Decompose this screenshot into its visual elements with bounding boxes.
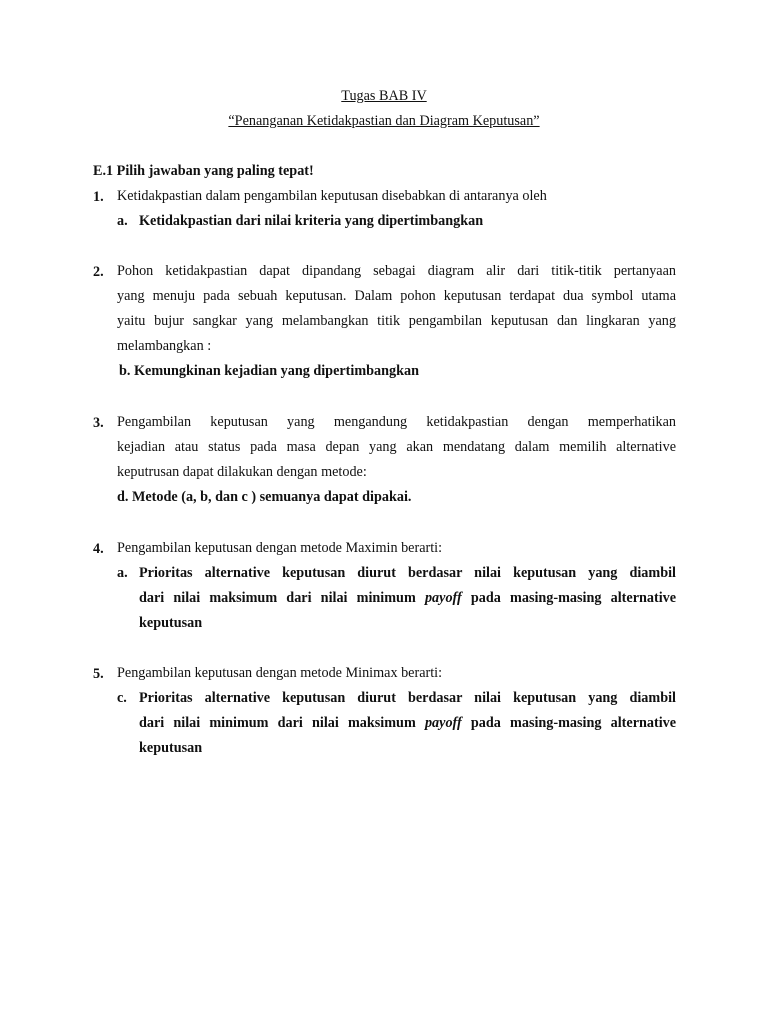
question-line: Pohon ketidakpastian dapat dipandang sebagai diagram alir dari titik-titik pertanyaan — [117, 263, 676, 279]
question-text — [117, 536, 676, 561]
question-number: 1. — [93, 189, 104, 205]
question-text — [117, 661, 676, 686]
question-text — [117, 259, 676, 359]
question-line: Pengambilan keputusan dengan metode Maximin berarti: — [117, 540, 443, 556]
document-subtitle: “Penanganan Ketidakpastian dan Diagram Keputusan” — [228, 113, 540, 129]
answer-line-part: pada masing-masing alternative — [470, 715, 677, 731]
answer-line-emphasis: payoff — [424, 715, 462, 731]
answer-line: keputusan — [139, 615, 203, 631]
question-text — [117, 410, 676, 485]
answer-line-part: dari nilai minimum dari nilai maksimum — [139, 715, 416, 731]
answer-line-part: pada masing-masing alternative — [470, 590, 677, 606]
question-line: Ketidakpastian dalam pengambilan keputusan disebabkan di antaranya oleh — [117, 188, 547, 204]
answer: b. Kemungkinan kejadian yang dipertimbangkan — [119, 363, 419, 379]
question-line: Pengambilan keputusan dengan metode Minimax berarti: — [117, 665, 443, 681]
answer-line: Ketidakpastian dari nilai kriteria yang dipertimbangkan — [139, 213, 484, 229]
answer-line: Prioritas alternative keputusan diurut berdasar nilai keputusan yang diambil — [139, 565, 676, 581]
question-line: kejadian atau status pada masa depan yang akan mendatang dalam memilih alternative — [117, 439, 676, 455]
question-number: 5. — [93, 666, 104, 682]
answer-line: keputusan — [139, 740, 203, 756]
answer-text — [139, 686, 676, 761]
question-number: 3. — [93, 415, 104, 431]
answer-text — [139, 561, 676, 636]
question-line: yang menuju pada sebuah keputusan. Dalam pohon keputusan terdapat dua symbol utama — [117, 288, 676, 304]
question-line: Pengambilan keputusan yang mengandung ketidakpastian dengan memperhatikan — [117, 414, 676, 430]
answer-letter: a. — [117, 565, 128, 581]
answer-letter: c. — [117, 690, 127, 706]
question-number: 2. — [93, 264, 104, 280]
answer-letter: a. — [117, 213, 128, 229]
answer-line: Prioritas alternative keputusan diurut berdasar nilai keputusan yang diambil — [139, 690, 676, 706]
answer-line-emphasis: payoff — [424, 590, 462, 606]
section-heading: E.1 Pilih jawaban yang paling tepat! — [93, 163, 314, 179]
answer-text — [139, 209, 676, 234]
question-line: yaitu bujur sangkar yang melambangkan titik pengambilan keputusan dan lingkaran yang — [117, 313, 676, 329]
answer: d. Metode (a, b, dan c ) semuanya dapat dipakai. — [117, 489, 412, 505]
answer-line-part: dari nilai maksimum dari nilai minimum — [139, 590, 416, 606]
question-line: melambangkan : — [117, 338, 212, 354]
question-line: keputrusan dapat dilakukan dengan metode: — [117, 464, 367, 480]
question-text — [117, 184, 676, 209]
question-number: 4. — [93, 541, 104, 557]
document-title: Tugas BAB IV — [341, 88, 427, 104]
answer-line — [139, 711, 676, 736]
answer-line — [139, 586, 676, 611]
